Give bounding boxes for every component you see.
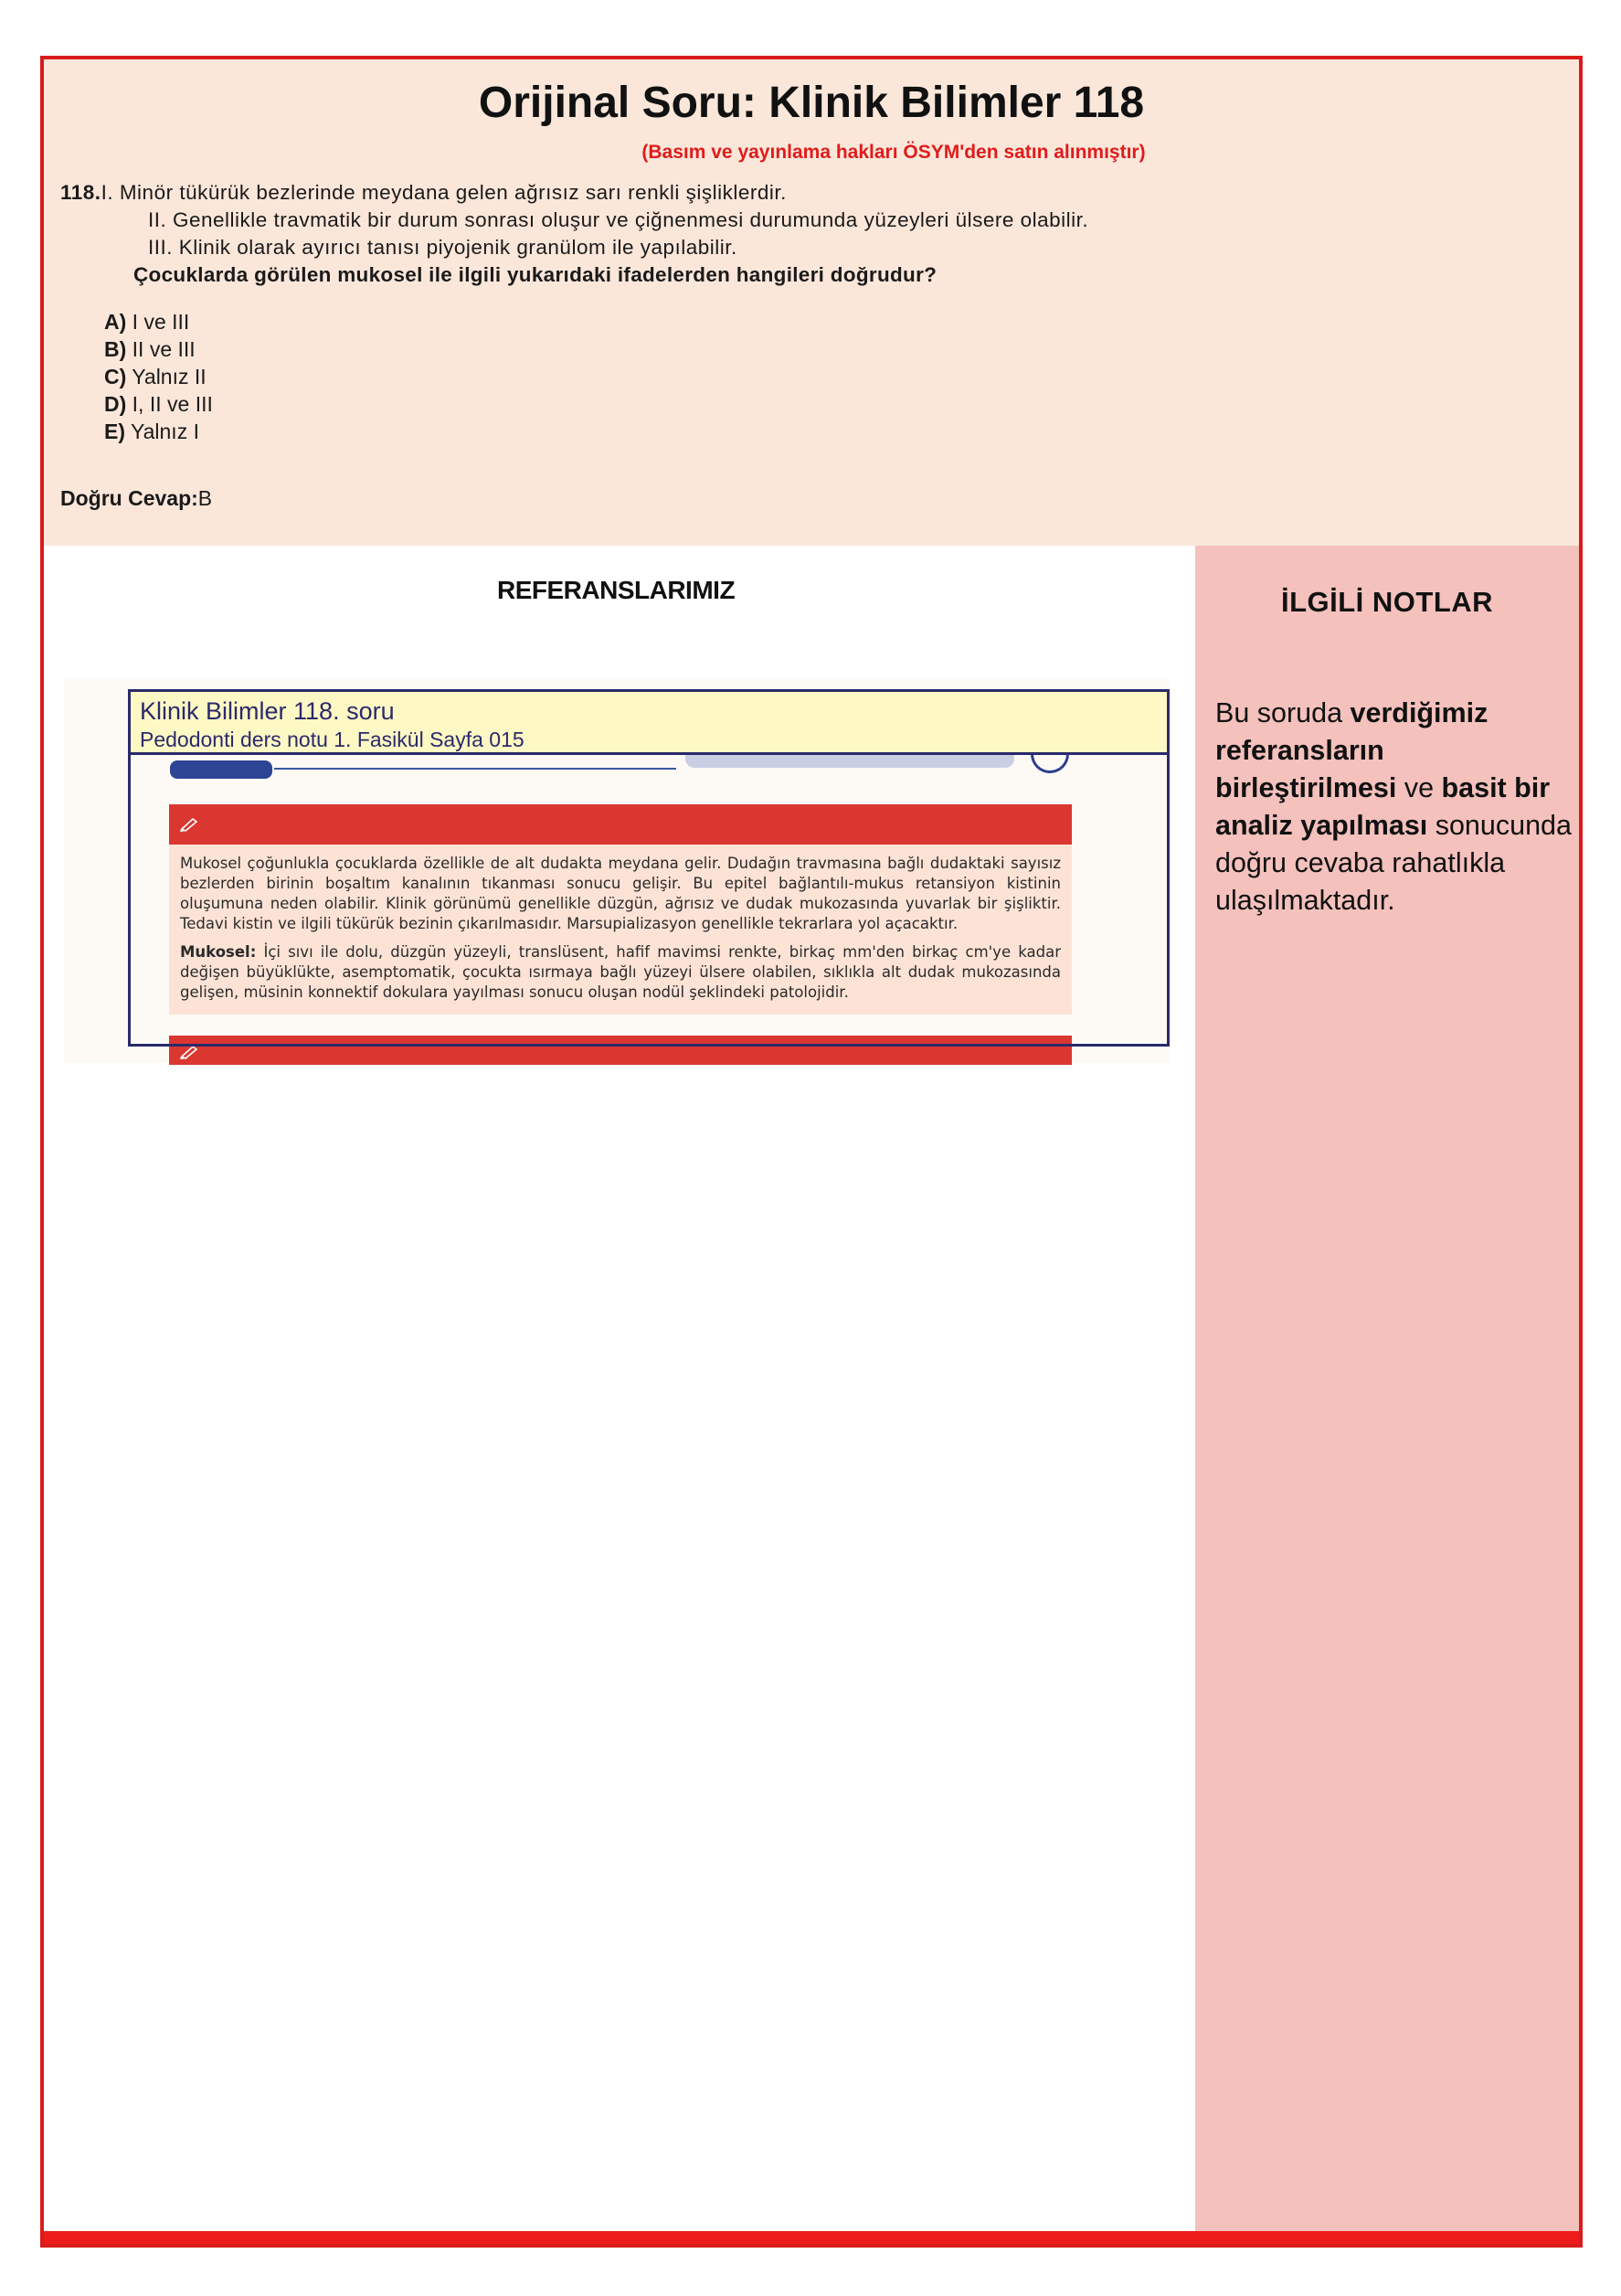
option-letter: A): [104, 310, 127, 334]
statement-3: III. Klinik olarak ayırıcı tanısı piyojenik granülom ile yapılabilir.: [148, 236, 737, 259]
notes-bold-part: basit bir analiz yapılması: [1215, 772, 1551, 841]
option-letter: D): [104, 392, 127, 416]
reference-label-title: Klinik Bilimler 118. soru: [140, 697, 395, 725]
option-e[interactable]: [104, 420, 199, 444]
page-title: Orijinal Soru: Klinik Bilimler 118: [478, 79, 1145, 127]
option-text: Yalnız I: [130, 420, 199, 443]
notes-text-part: ve: [1396, 772, 1442, 803]
statement-1: I. Minör tükürük bezlerinde meydana gelen ağrısız sarı renkli şişliklerdir.: [101, 181, 787, 204]
option-text: I, II ve III: [132, 392, 213, 416]
question-panel: [44, 59, 1579, 546]
option-c[interactable]: [104, 365, 207, 389]
option-a[interactable]: [104, 310, 189, 335]
excerpt-term: Mukosel:: [180, 943, 257, 961]
answer-value: B: [197, 486, 213, 510]
notes-heading: İLGİLİ NOTLAR: [1280, 586, 1494, 618]
option-letter: E): [104, 420, 125, 443]
reference-label: [128, 689, 1170, 755]
excerpt-definition: İçi sıvı ile dolu, düzgün yüzeyli, translüsent, hafif mavimsi renkte, birkaç mm'den birkaç cm'ye kadar değişen büyüklükte, asemptomatik, çocukta ısırmaya bağlı yüzeyi ülsere olabilen, sıklıkla alt dudak mukozasında gelişen, müsinin konnektif dokulara yayılması sonucu oluşan nodül şeklindeki patolojidir.: [180, 943, 1061, 1001]
option-text: II ve III: [132, 337, 196, 361]
excerpt-paragraph-1: Mukosel çoğunlukla çocuklarda özellikle de alt dudakta meydana gelir. Dudağın travmasına bağlı dudaktaki sayısız bezlerden birinin boşaltım kanalının tıkanması sonucu gelişir. Bu epitel bağlantılı-mukus retansiyon kistinin oluşumuna neden olabilir. Klinik görünümü genellikle düzgün, ağrısız ve dudak mukozasında yuvarlak bir şişliktir. Tedavi kistin ve ilgili tükürük bezinin çıkarılmasıdır. Marsupializasyon genellikle tekrarlara yol açacaktır.: [180, 855, 1061, 932]
notes-text-part: sonucunda doğru cevaba rahatlıkla ulaşılmaktadır.: [1215, 810, 1572, 916]
option-letter: B): [104, 337, 127, 361]
reference-label-source: Pedodonti ders notu 1. Fasikül Sayfa 015: [140, 728, 524, 751]
references-heading: REFERANSLARIMIZ: [497, 576, 736, 604]
option-b[interactable]: [104, 337, 196, 362]
notes-text-part: Bu soruda: [1215, 697, 1351, 728]
statement-2: II. Genellikle travmatik bir durum sonrası oluşur ve çiğnenmesi durumunda yüzeyleri ülsere olabilir.: [148, 208, 1089, 231]
option-d[interactable]: [104, 392, 213, 417]
question-number: 118.: [60, 181, 101, 204]
notes-panel: [1195, 546, 1579, 2231]
correct-answer: [60, 486, 212, 511]
copyright-note: (Basım ve yayınlama hakları ÖSYM'den satın alınmıştır): [641, 142, 1146, 163]
notes-text: [1215, 695, 1572, 919]
notes-bold-part: verdiğimiz referansların birleştirilmesi: [1215, 697, 1489, 803]
option-text: I ve III: [132, 310, 190, 334]
option-text: Yalnız II: [132, 365, 207, 388]
footer-bar: [44, 2231, 1579, 2244]
option-letter: C): [104, 365, 127, 388]
question-stem: Çocuklarda görülen mukosel ile ilgili yukarıdaki ifadelerden hangileri doğrudur?: [133, 263, 938, 286]
answer-label: Doğru Cevap:: [60, 486, 198, 510]
question-line-1: [60, 181, 787, 205]
